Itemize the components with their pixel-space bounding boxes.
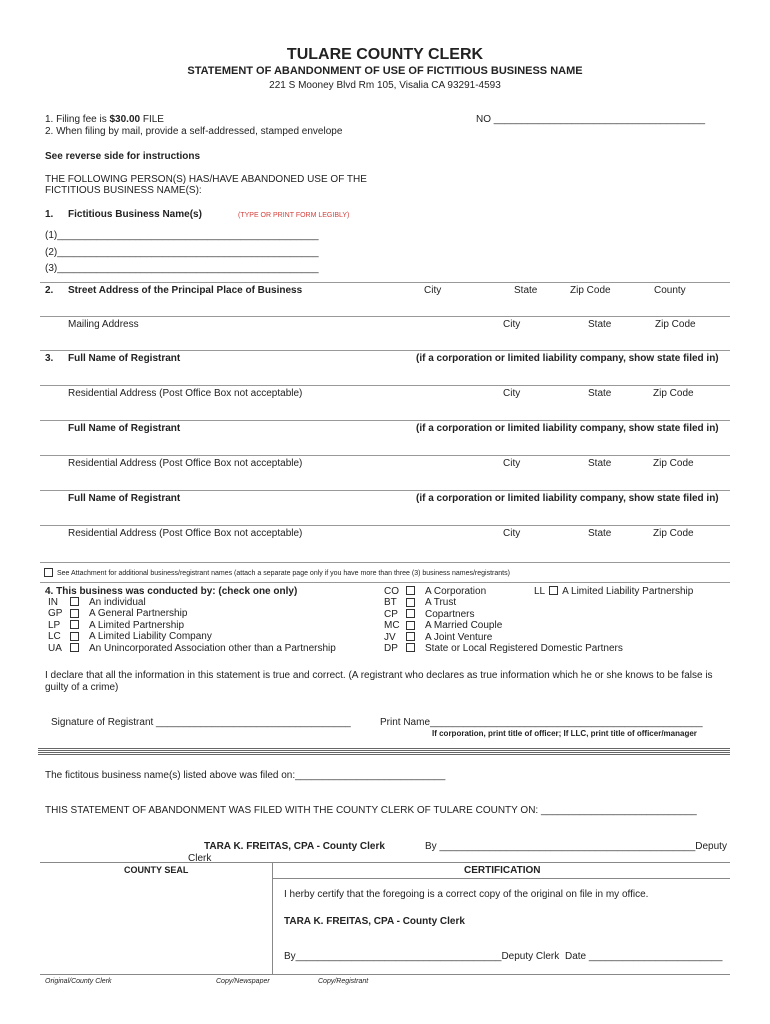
- registrant1-city-label: City: [503, 388, 521, 399]
- registrant1-corp-note: (if a corporation or limited liability company, show state filed in): [416, 353, 719, 364]
- option-label: A Limited Partnership: [89, 619, 185, 631]
- registrant2-city-label: City: [503, 458, 521, 469]
- mailing-city-label: City: [503, 319, 521, 330]
- registrant3-zip-label: Zip Code: [653, 528, 694, 539]
- county-label: County: [654, 285, 686, 296]
- registrant1-state-label: State: [588, 388, 612, 399]
- abandonment-filed-field[interactable]: THIS STATEMENT OF ABANDONMENT WAS FILED WITH THE COUNTY CLERK OF TULARE COUNTY ON: ____________________________: [45, 805, 697, 816]
- zip-label: Zip Code: [570, 285, 611, 296]
- registrant2-top-rule: [40, 420, 730, 421]
- option-checkbox[interactable]: [70, 632, 79, 641]
- option-ll[interactable]: [534, 586, 693, 597]
- attachment-checkbox[interactable]: [44, 568, 53, 577]
- section4-top-rule: [40, 582, 730, 583]
- registrant2-name-label: Full Name of Registrant: [68, 423, 181, 434]
- option-code: LC: [48, 631, 61, 643]
- registrant2-state-label: State: [588, 458, 612, 469]
- registrant2-corp-note: (if a corporation or limited liability company, show state filed in): [416, 423, 719, 434]
- copy-newspaper: Copy/Newspaper: [216, 978, 270, 985]
- option-code: JV: [384, 631, 396, 643]
- registrant1-residential-label: Residential Address (Post Office Box not acceptable): [68, 388, 303, 399]
- declaration-line2: guilty of a crime): [45, 682, 119, 693]
- form-title: TULARE COUNTY CLERK: [286, 46, 484, 63]
- business-type-title: 4. This business was conducted by: (check one only): [45, 586, 298, 597]
- option-label: A Corporation: [425, 586, 487, 597]
- declaration-line1: I declare that all the information in this statement is true and correct. (A registrant who declares as true information which he or she knows to be false is: [45, 670, 713, 681]
- option-in[interactable]: [48, 597, 146, 608]
- option-checkbox[interactable]: [70, 597, 79, 606]
- registrant1-name-label: Full Name of Registrant: [68, 353, 181, 364]
- following-persons-line2: FICTITIOUS BUSINESS NAME(S):: [45, 185, 202, 196]
- option-code: CO: [384, 586, 399, 597]
- principal-address-label: Street Address of the Principal Place of Business: [68, 285, 303, 296]
- registrant2-res-rule: [40, 455, 730, 456]
- certification-date-field[interactable]: Date ________________________: [565, 951, 723, 962]
- option-code: CP: [384, 608, 398, 620]
- option-code: BT: [384, 597, 397, 609]
- certification-bottom-rule: [40, 974, 730, 975]
- option-checkbox[interactable]: [70, 643, 79, 652]
- option-label: A Trust: [425, 597, 457, 609]
- mailing-address-label: Mailing Address: [68, 319, 139, 330]
- form-subtitle: STATEMENT OF ABANDONMENT OF USE OF FICTITIOUS BUSINESS NAME: [187, 65, 583, 77]
- section1-label: Fictitious Business Name(s): [68, 209, 202, 220]
- option-checkbox[interactable]: [70, 609, 79, 618]
- registrant1-res-rule: [40, 385, 730, 386]
- option-mc[interactable]: [384, 620, 502, 631]
- county-seal-label: COUNTY SEAL: [124, 865, 189, 875]
- business-name-line-1[interactable]: (1)_______________________________________________: [45, 230, 319, 241]
- signature-field[interactable]: Signature of Registrant ___________________________________: [51, 717, 351, 728]
- option-cp[interactable]: [384, 609, 474, 620]
- deputy-clerk-field[interactable]: By_____________________________________Deputy Clerk: [284, 951, 560, 962]
- copy-registrant: Copy/Registrant: [318, 978, 369, 985]
- officer-title-note: If corporation, print title of officer; If LLC, print title of officer/manager: [432, 729, 697, 738]
- option-label: Copartners: [425, 608, 475, 620]
- option-dp[interactable]: [384, 643, 623, 654]
- option-code: LP: [48, 619, 61, 631]
- mailing-zip-label: Zip Code: [655, 319, 696, 330]
- registrant3-corp-note: (if a corporation or limited liability company, show state filed in): [416, 493, 719, 504]
- option-code: LL: [534, 586, 546, 597]
- registrant3-name-label: Full Name of Registrant: [68, 493, 181, 504]
- clerk-address: 221 S Mooney Blvd Rm 105, Visalia CA 93291-4593: [269, 80, 501, 91]
- registrant1-top-rule: [40, 350, 730, 351]
- print-name-field[interactable]: Print Name_________________________________________________: [380, 717, 703, 728]
- deputy-by-field[interactable]: By ______________________________________________Deputy: [425, 841, 727, 852]
- option-checkbox[interactable]: [70, 620, 79, 629]
- option-label: A Married Couple: [425, 620, 503, 632]
- legibility-note: (TYPE OR PRINT FORM LEGIBLY): [238, 212, 350, 219]
- option-checkbox[interactable]: [406, 621, 415, 630]
- option-checkbox[interactable]: [549, 586, 558, 595]
- certification-top-rule: [40, 862, 730, 863]
- option-gp[interactable]: [48, 608, 187, 619]
- registrant3-res-rule: [40, 525, 730, 526]
- filed-on-field[interactable]: The fictitous business name(s) listed above was filed on:___________________________: [45, 770, 446, 781]
- following-persons-line1: THE FOLLOWING PERSON(S) HAS/HAVE ABANDONED USE OF THE: [45, 174, 367, 185]
- city-label: City: [424, 285, 442, 296]
- option-lp[interactable]: [48, 620, 184, 631]
- option-checkbox[interactable]: [406, 586, 415, 595]
- option-co[interactable]: [384, 586, 486, 597]
- section2-top-rule: [40, 282, 730, 283]
- county-clerk-title: Clerk: [188, 853, 212, 864]
- attachment-top-rule: [40, 562, 730, 563]
- option-label: A Limited Liability Partnership: [562, 586, 694, 597]
- copy-original: Original/County Clerk: [45, 978, 112, 985]
- option-jv[interactable]: [384, 632, 492, 643]
- mailing-state-label: State: [588, 319, 612, 330]
- option-label: A General Partnership: [89, 608, 188, 620]
- option-code: MC: [384, 620, 400, 632]
- option-checkbox[interactable]: [406, 632, 415, 641]
- option-label: A Joint Venture: [425, 631, 493, 643]
- certification-title-rule: [272, 878, 730, 879]
- certification-title: CERTIFICATION: [464, 865, 541, 876]
- mailing-top-rule: [40, 316, 730, 317]
- registrant3-state-label: State: [588, 528, 612, 539]
- file-number-field[interactable]: NO ______________________________________: [476, 114, 706, 125]
- registrant3-city-label: City: [503, 528, 521, 539]
- option-label: An Unincorporated Association other than a Partnership: [89, 642, 336, 654]
- filing-fee-line: 1. Filing fee is $30.00 FILE: [45, 114, 164, 125]
- section1-number: 1.: [45, 209, 54, 220]
- option-label: A Limited Liability Company: [89, 631, 212, 643]
- section3-number: 3.: [45, 353, 54, 364]
- county-clerk-name: TARA K. FREITAS, CPA - County Clerk: [204, 841, 385, 852]
- option-lc[interactable]: [48, 631, 212, 642]
- registrant3-top-rule: [40, 490, 730, 491]
- option-checkbox[interactable]: [406, 643, 415, 652]
- business-name-line-2[interactable]: (2)_______________________________________________: [45, 247, 319, 258]
- option-code: IN: [48, 597, 58, 608]
- option-code: UA: [48, 642, 62, 654]
- section-divider: [38, 748, 730, 756]
- business-name-line-3[interactable]: (3)_______________________________________________: [45, 263, 319, 274]
- registrant1-zip-label: Zip Code: [653, 388, 694, 399]
- certification-clerk-name: TARA K. FREITAS, CPA - County Clerk: [284, 916, 465, 927]
- see-reverse-note: See reverse side for instructions: [45, 151, 201, 162]
- attachment-note: See Attachment for additional business/registrant names (attach a separate page only if you have more than three (3) business names/registrants): [57, 569, 510, 577]
- option-checkbox[interactable]: [406, 609, 415, 618]
- option-checkbox[interactable]: [406, 598, 415, 607]
- attachment-row: [44, 568, 510, 578]
- option-ua[interactable]: [48, 643, 336, 654]
- option-code: DP: [384, 643, 398, 654]
- state-label: State: [514, 285, 538, 296]
- mail-instruction: 2. When filing by mail, provide a self-addressed, stamped envelope: [45, 126, 343, 137]
- registrant3-residential-label: Residential Address (Post Office Box not acceptable): [68, 528, 303, 539]
- registrant2-residential-label: Residential Address (Post Office Box not acceptable): [68, 458, 303, 469]
- registrant2-zip-label: Zip Code: [653, 458, 694, 469]
- option-bt[interactable]: [384, 597, 456, 608]
- option-label: An individual: [89, 597, 146, 608]
- option-label: State or Local Registered Domestic Partners: [425, 643, 623, 654]
- option-code: GP: [48, 608, 63, 620]
- section2-number: 2.: [45, 285, 54, 296]
- certification-text: I herby certify that the foregoing is a correct copy of the original on file in my office.: [284, 889, 649, 900]
